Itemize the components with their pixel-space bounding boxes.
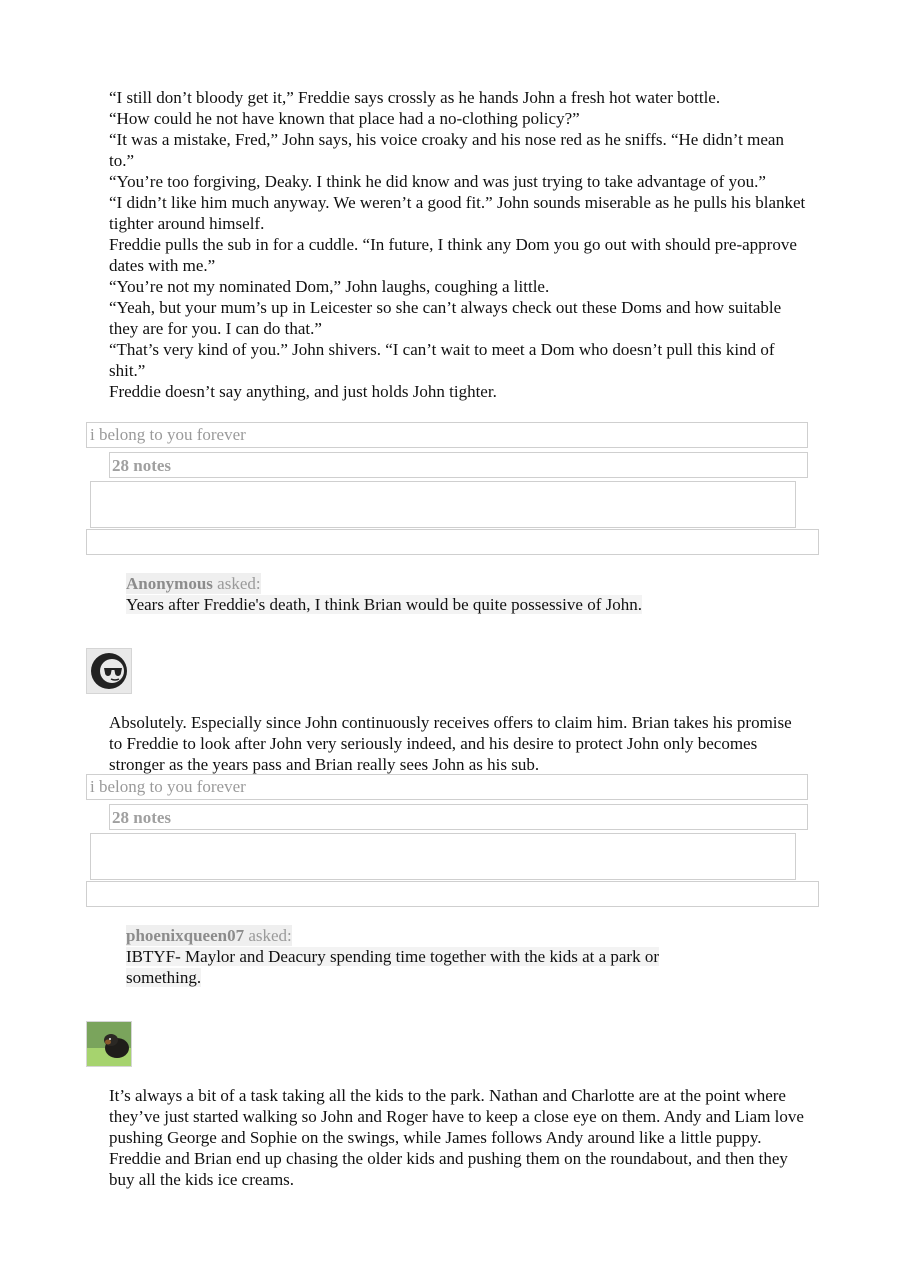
post2-footer-box <box>86 881 819 907</box>
post3-asker-name[interactable]: phoenixqueen07 <box>126 926 245 945</box>
post3-avatar[interactable] <box>86 1021 132 1067</box>
post1-notes-count[interactable]: 28 notes <box>112 456 172 475</box>
post1-line: “How could he not have known that place had a no-clothing policy?” <box>109 109 580 128</box>
post1-line: “I didn’t like him much anyway. We weren’t a good fit.” John sounds miserable as he pulls his blanket tighter around himself. <box>109 193 806 233</box>
post1-line: “That’s very kind of you.” John shivers. “I can’t wait to meet a Dom who doesn’t pull this kind of shit.” <box>109 340 775 380</box>
post1-reblog-area <box>90 481 796 528</box>
post2-asked-label: asked: <box>217 574 261 593</box>
post3-question: IBTYF- Maylor and Deacury spending time together with the kids at a park or something. <box>126 947 660 987</box>
post1-body <box>109 87 809 402</box>
post2-tag-box[interactable] <box>86 774 808 800</box>
post1-line: “It was a mistake, Fred,” John says, his voice croaky and his nose red as he sniffs. “He didn’t mean to.” <box>109 130 784 170</box>
post1-line: “I still don’t bloody get it,” Freddie says crossly as he hands John a fresh hot water bottle. <box>109 88 721 107</box>
post1-line: “You’re not my nominated Dom,” John laughs, coughing a little. <box>109 277 550 296</box>
post2-reblog-area <box>90 833 796 880</box>
post2-answer-text: Absolutely. Especially since John continuously receives offers to claim him. Brian takes his promise to Freddie to look after John very seriously indeed, and his desire to protect John only becomes stronger as the years pass and Brian really sees John as his sub. <box>109 713 792 774</box>
post1-line: “You’re too forgiving, Deaky. I think he did know and was just trying to take advantage of you.” <box>109 172 766 191</box>
post2-ask <box>126 573 642 615</box>
post1-tag-link[interactable]: i belong to you forever <box>90 425 246 444</box>
post1-footer-box <box>86 529 819 555</box>
post3-answer <box>109 1085 809 1190</box>
post3-asked-label: asked: <box>248 926 292 945</box>
post1-line: Freddie pulls the sub in for a cuddle. “In future, I think any Dom you go out with should pre-approve dates with me.” <box>109 235 797 275</box>
puppy-photo-icon <box>87 1022 131 1066</box>
post3-ask <box>126 925 706 988</box>
post3-asker-line <box>126 925 292 946</box>
post2-avatar[interactable] <box>86 648 132 694</box>
post2-tag-link[interactable]: i belong to you forever <box>90 777 246 796</box>
post2-notes-count[interactable]: 28 notes <box>112 808 172 827</box>
post3-answer-text: It’s always a bit of a task taking all the kids to the park. Nathan and Charlotte are at the point where they’ve just started walking so John and Roger have to keep a close eye on them. Andy and Liam love pushing George and Sophie on the swings, while James follows Andy around like a little puppy. Freddie and Brian end up chasing the older kids and pushing them on the roundabout, and then they buy all the kids ice creams. <box>109 1086 804 1189</box>
post1-line: Freddie doesn’t say anything, and just holds John tighter. <box>109 382 497 401</box>
post1-line: “Yeah, but your mum’s up in Leicester so she can’t always check out these Doms and how suitable they are for you. I can do that.” <box>109 298 782 338</box>
post2-asker-line <box>126 573 261 594</box>
post2-answer <box>109 712 809 775</box>
post2-question: Years after Freddie's death, I think Brian would be quite possessive of John. <box>126 595 642 614</box>
sunglasses-face-icon <box>87 649 131 693</box>
post1-tag-box[interactable] <box>86 422 808 448</box>
post1-notes-box[interactable] <box>109 452 808 478</box>
post2-asker-name[interactable]: Anonymous <box>126 574 213 593</box>
post2-notes-box[interactable] <box>109 804 808 830</box>
